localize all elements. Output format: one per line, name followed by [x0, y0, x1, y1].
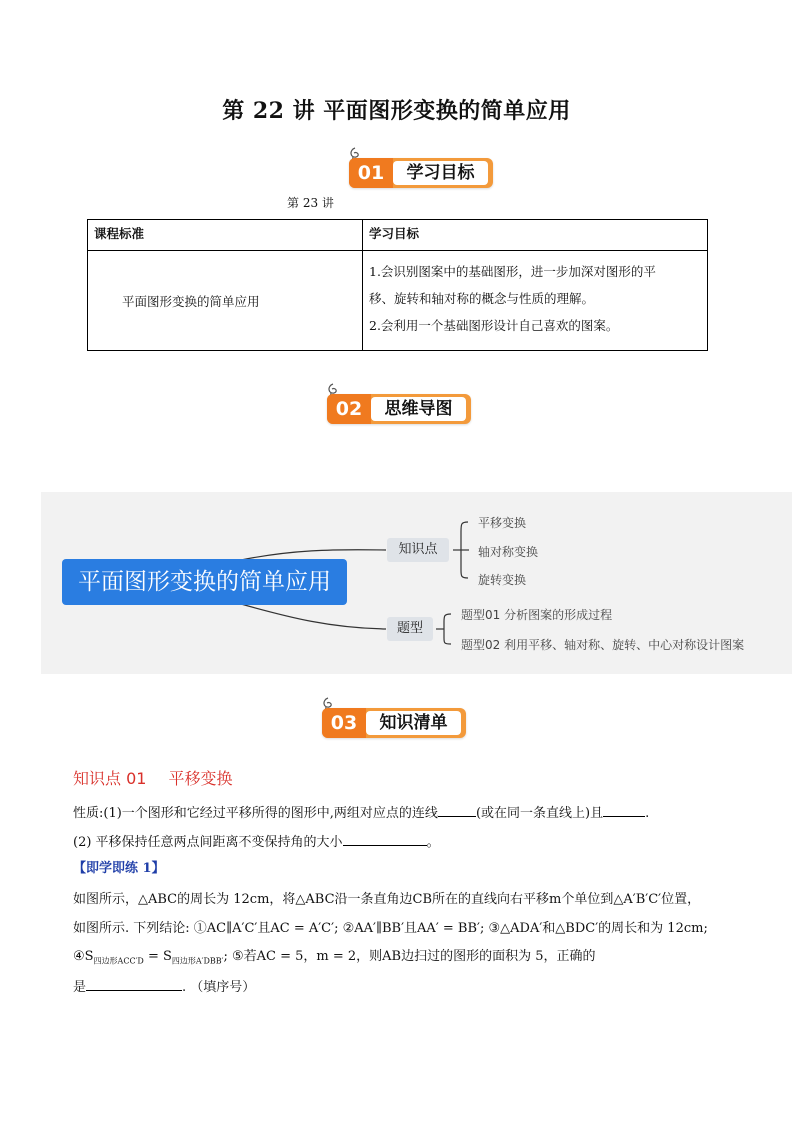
mind-map-node-types: 题型: [387, 617, 433, 641]
badge-number: 01: [349, 158, 393, 188]
goal-line: 移、旋转和轴对称的概念与性质的理解。: [369, 291, 595, 306]
answer-blank[interactable]: [86, 978, 182, 991]
mind-map-root: 平面图形变换的简单应用: [62, 559, 347, 605]
knowledge-point-heading: [73, 766, 232, 789]
knowledge-point-title: 平移变换: [168, 769, 233, 788]
mind-map-leaf: 题型02 利用平移、轴对称、旋转、中心对称设计图案: [461, 638, 745, 652]
table-header-standard: 课程标准: [88, 220, 363, 251]
property-text: 。: [426, 835, 440, 850]
table-header-goals: 学习目标: [363, 220, 708, 251]
exercise-line: [73, 976, 255, 995]
exercise-line: [73, 945, 596, 967]
page-title: 第 22 讲 平面图形变换的简单应用: [222, 98, 571, 124]
property-text: (2) 平移保持任意两点间距离不变保持角的大小: [73, 835, 343, 850]
lecture-label: 第 23 讲: [287, 196, 334, 210]
property-text: 性质:(1)一个图形和它经过平移所得的图形中,两组对应点的连线: [73, 806, 438, 821]
exercise-text: ④S: [73, 949, 94, 964]
exercise-label: 【即学即练 1】: [73, 861, 165, 876]
exercise-line: 如图所示，△ABC的周长为 12cm，将△ABC沿一条直角边CB所在的直线向右平移m个单位到△A′B′C′位置，: [73, 892, 701, 907]
exercise-text: ; ⑤若AC = 5，m = 2，则AB边扫过的图形的面积为 5，正确的: [223, 949, 596, 964]
fill-blank[interactable]: [343, 833, 427, 846]
exercise-subscript: 四边形A′DBB′: [171, 956, 224, 966]
fill-blank[interactable]: [438, 804, 476, 817]
mind-map-leaf: 旋转变换: [478, 573, 527, 587]
property-line-2: [73, 831, 440, 850]
exercise-text: = S: [143, 949, 172, 964]
badge-label: 思维导图: [371, 397, 466, 421]
badge-label: 学习目标: [393, 161, 488, 185]
exercise-text: . （填序号）: [182, 980, 256, 995]
table-cell-standard: 平面图形变换的简单应用: [88, 251, 363, 351]
table-cell-goals: [363, 251, 708, 351]
mind-map-leaf: 平移变换: [478, 516, 527, 530]
goal-line: 1.会识别图案中的基础图形，进一步加深对图形的平: [369, 264, 656, 279]
goals-table: [87, 219, 708, 351]
badge-number: 03: [322, 708, 366, 738]
mind-map: [41, 492, 792, 674]
exercise-line: 如图所示. 下列结论: ①AC∥A′C′且AC = A′C′; ②AA′∥BB′且AA′ = BB′; ③△ADA′和△BDC′的周长和为 12cm;: [73, 921, 708, 936]
mind-map-leaf: 轴对称变换: [478, 545, 539, 559]
goal-line: 2.会利用一个基础图形设计自己喜欢的图案。: [369, 318, 619, 333]
exercise-subscript: 四边形ACC′D: [93, 956, 144, 966]
section-badge-knowledge: [320, 696, 472, 740]
badge-number: 02: [327, 394, 371, 424]
mind-map-leaf: 题型01 分析图案的形成过程: [461, 608, 613, 622]
badge-label: 知识清单: [366, 711, 461, 735]
property-line-1: [73, 802, 649, 821]
property-text: (或在同一条直线上)且: [475, 806, 604, 821]
knowledge-point-number: 知识点 01: [73, 769, 147, 788]
section-badge-mindmap: [325, 382, 477, 426]
section-badge-goals: [347, 146, 499, 190]
fill-blank[interactable]: [603, 804, 645, 817]
mind-map-node-knowledge: 知识点: [387, 538, 449, 562]
exercise-text: 是: [73, 980, 87, 995]
property-text: .: [645, 806, 650, 821]
